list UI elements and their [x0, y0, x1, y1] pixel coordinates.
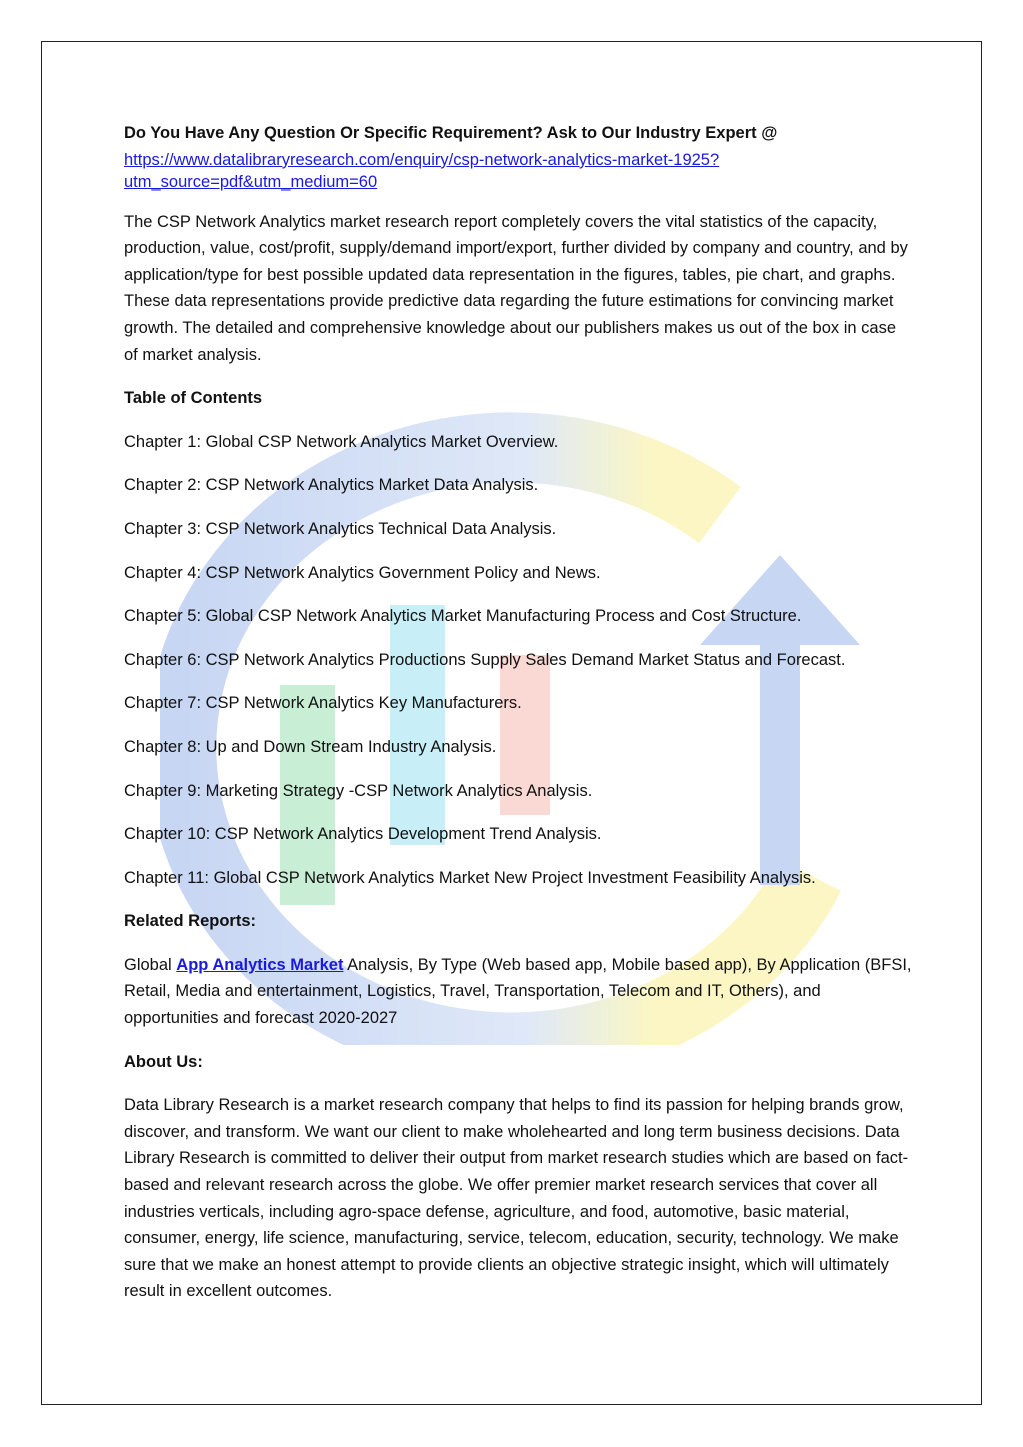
- toc-chapter: Chapter 3: CSP Network Analytics Technical Data Analysis.: [124, 519, 557, 538]
- toc-chapter: Chapter 6: CSP Network Analytics Productions Supply Sales Demand Market Status and Forecast.: [124, 650, 846, 669]
- related-reports-title: Related Reports:: [124, 912, 257, 931]
- toc-chapter: Chapter 9: Marketing Strategy -CSP Network Analytics Analysis.: [124, 781, 593, 800]
- toc-chapter: Chapter 11: Global CSP Network Analytics Market New Project Investment Feasibility Analysis.: [124, 868, 816, 887]
- document-body: [124, 120, 914, 1305]
- toc-chapter: Chapter 8: Up and Down Stream Industry Analysis.: [124, 737, 497, 756]
- toc-chapter: Chapter 2: CSP Network Analytics Market Data Analysis.: [124, 476, 539, 495]
- enquiry-heading: Do You Have Any Question Or Specific Requirement? Ask to Our Industry Expert @: [124, 124, 778, 142]
- toc-chapter: Chapter 5: Global CSP Network Analytics Market Manufacturing Process and Cost Structure.: [124, 607, 802, 626]
- toc-chapter: Chapter 4: CSP Network Analytics Government Policy and News.: [124, 563, 601, 582]
- related-report-item: [124, 952, 914, 1032]
- toc-chapter: Chapter 7: CSP Network Analytics Key Manufacturers.: [124, 694, 522, 713]
- about-us-paragraph: Data Library Research is a market research company that helps to find its passion for helping brands grow, discover, and transform. We want our client to make wholehearted and long term business decisions. Data Library Research is committed to deliver their output from market research studies which are based on fact-based and relevant research across the globe. We offer premier market research services that cover all industries verticals, including agro-space defense, agriculture, and food, automotive, basic material, consumer, energy, life science, manufacturing, service, telecom, education, security, technology. We make sure that we make an honest attempt to provide clients an objective strategic insight, which will ultimately result in excellent outcomes.: [124, 1096, 909, 1301]
- toc-title: Table of Contents: [124, 389, 263, 408]
- about-us-title: About Us:: [124, 1052, 203, 1071]
- enquiry-link[interactable]: https://www.datalibraryresearch.com/enquiry/csp-network-analytics-market-1925?utm_source=pdf&utm_medium=60: [124, 150, 720, 191]
- app-analytics-market-link[interactable]: App Analytics Market: [176, 955, 344, 974]
- related-prefix: Global: [124, 955, 177, 974]
- toc-chapter: Chapter 10: CSP Network Analytics Development Trend Analysis.: [124, 825, 602, 844]
- intro-paragraph: The CSP Network Analytics market research report completely covers the vital statistics of the capacity, production, value, cost/profit, supply/demand import/export, further divided by company and country, and by application/type for best possible updated data representation in the figures, tables, pie chart, and graphs. These data representations provide predictive data regarding the future estimations for convincing market growth. The detailed and comprehensive knowledge about our publishers makes us out of the box in case of market analysis.: [124, 212, 908, 364]
- toc-chapter: Chapter 1: Global CSP Network Analytics Market Overview.: [124, 432, 559, 451]
- related-suffix: Analysis, By Type (Web based app, Mobile based app), By Application (BFSI, Retail, Media and entertainment, Logistics, Travel, Transportation, Telecom and IT, Others), and opportunities and forecast 2020-2027: [124, 955, 912, 1028]
